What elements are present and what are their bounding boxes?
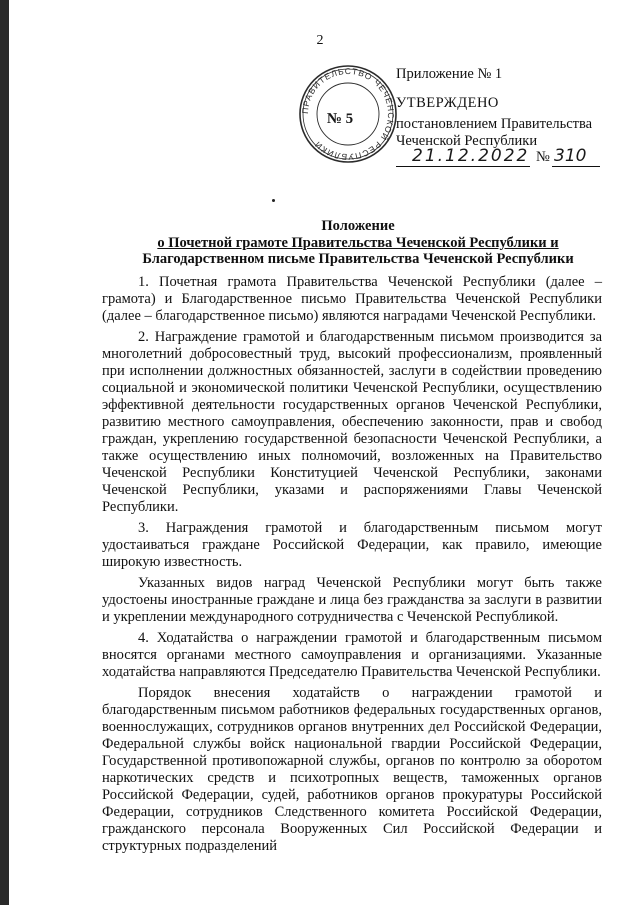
page-number: 2 — [316, 33, 324, 48]
appendix-label: Приложение № 1 — [396, 66, 503, 82]
title-line-2: Благодарственном письме Правительства Чеченской Республики — [142, 251, 574, 267]
decree-date: 21.12.2022 — [412, 146, 530, 166]
document-body — [102, 274, 602, 859]
decree-line-2: Чеченской Республики — [396, 133, 538, 149]
decree-date-row — [396, 148, 606, 170]
paragraph-3: 3. Награждения грамотой и благодарственным письмом могут удостаиваться граждане Российской Федерации, как правило, имеющие широкую известность. — [102, 520, 602, 570]
approved-label: УТВЕРЖДЕНО — [396, 95, 499, 111]
official-seal — [296, 62, 400, 166]
decree-number: 310 — [554, 146, 587, 166]
approval-block — [396, 66, 636, 150]
paragraph-4: Указанных видов наград Чеченской Республики могут быть также удостоены иностранные граждане и лица без гражданства за заслуги в развитии и укреплении международного сотрудничества с Чеченской Республикой. — [102, 575, 602, 625]
title-heading: Положение — [321, 218, 395, 234]
title-line-1: о Почетной грамоте Правительства Чеченской Республики и — [157, 234, 559, 251]
number-underline — [552, 166, 600, 167]
scan-speck — [272, 199, 275, 202]
document-title — [100, 218, 616, 268]
seal-number: № 5 — [326, 111, 354, 127]
paragraph-2: 2. Награждение грамотой и благодарственным письмом производится за многолетний добросовестный труд, высокий профессионализм, проявленный при исполнении должностных обязанностей, заслуги в содействии проведению социальной и экономической политики Чеченской Республики, осуществлению эффективной деятельности государственных органов Чеченской Республики, развитию местного самоуправления, обеспечению законности, прав и свобод граждан, укреплению государственной безопасности Чеченской Республики, а также осуществлению иных полномочий, возложенных на Правительство Чеченской Республики Конституцией Чеченской Республики, законами Чеченской Республики, указами и распоряжениями Главы Чеченской Республики. — [102, 329, 602, 515]
scan-edge — [0, 0, 9, 905]
paragraph-6: Порядок внесения ходатайств о награждении грамотой и благодарственным письмом работников федеральных государственных органов, военнослужащих, сотрудников органов внутренних дел Российской Федерации, Федеральной службы войск национальной гвардии Российской Федерации, Государственной противопожарной службы, органов по контролю за оборотом наркотических средств и психотропных веществ, таможенных органов Российской Федерации, судей, работников органов прокуратуры Российской Федерации, сотрудников Следственного комитета Российской Федерации, гражданского персонала Вооруженных Сил Российской Федерации и структурных подразделений — [102, 685, 602, 854]
seal-ring-text: ПРАВИТЕЛЬСТВО ЧЕЧЕНСКОЙ РЕСПУБЛИКИ — [299, 65, 397, 163]
paragraph-1: 1. Почетная грамота Правительства Чеченской Республики (далее – грамота) и Благодарственное письмо Правительства Чеченской Республики (далее – благодарственное письмо) являются наградами Чеченской Республики. — [102, 274, 602, 324]
decree-number-label: № — [536, 149, 550, 165]
paragraph-5: 4. Ходатайства о награждении грамотой и благодарственным письмом вносятся органами местного самоуправления и организациями. Указанные ходатайства направляются Председателю Правительства Чеченской Республики. — [102, 630, 602, 680]
date-underline — [396, 166, 530, 167]
decree-line-1: постановлением Правительства — [396, 116, 593, 132]
